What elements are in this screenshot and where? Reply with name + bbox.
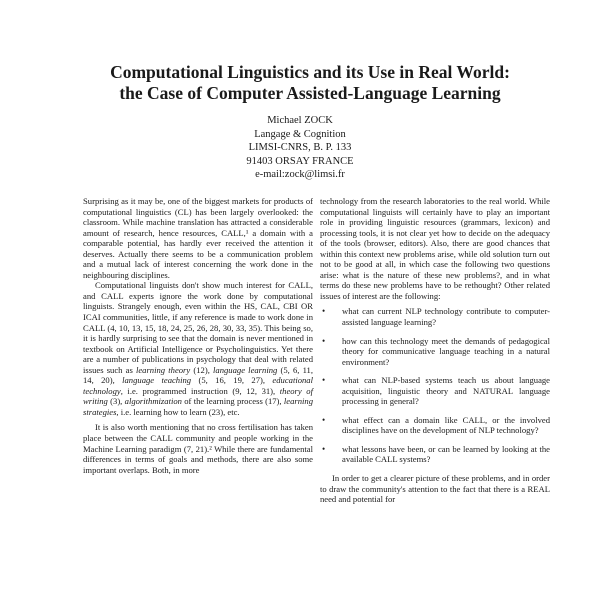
right-paragraph-2: In order to get a clearer picture of these problems, and in order to draw the community's attention to the fact that there is a REAL need and potential for [320, 473, 550, 505]
term-educational-technology: educational technology [83, 375, 313, 396]
p2-text-h: , i.e. learning how to learn (23), etc. [116, 406, 240, 417]
p2-text-c: (5, 6, 11, 14, 20), [83, 364, 313, 386]
bullet-icon: • [322, 375, 326, 386]
term-language-teaching: language teaching [122, 375, 192, 386]
title-line-2: the Case of Computer Assisted-Language Learning [119, 83, 501, 103]
p2-text-b: (12), [190, 364, 214, 375]
left-paragraph-2 [83, 280, 313, 417]
term-language-learning: language learning [213, 364, 278, 375]
list-item-text: what can NLP-based systems teach us about language acquisition, linguistic theory and NATURAL language processing in general? [342, 375, 550, 407]
term-learning-theory: learning theory [135, 364, 191, 375]
right-column [320, 196, 550, 505]
p2-text-d: (5, 16, 19, 27), [191, 375, 273, 386]
term-learning-strategies: learning strategies [83, 396, 313, 417]
p2-text-a: Computational linguists don't show much interest for CALL, and CALL experts ignore the work done by computational linguists. Strangely enough, even within the HS, CAL, CBI OR ICAI communities, little, if any reference is made to work done in CALL (4, 10, 13, 15, 18, 24, 25, 26, 28, 30, 33, 35). This being so, it is hardly surprising to see that the domain is never mentioned in textbook on Artificial Intelligence or Psycholinguistics. Yet there are a number of publications in psychology that deal with related issues such as [83, 280, 313, 375]
list-item [320, 415, 550, 436]
list-item-text: what lessons have been, or can be learned by looking at the available CALL systems? [342, 443, 550, 465]
bullet-icon: • [322, 306, 326, 317]
bullet-icon: • [322, 443, 326, 454]
author-block [180, 114, 420, 182]
right-paragraph-1: technology from the research laboratories to the real world. While computational linguists will certainly have to play an important role in providing linguistic resources (grammars, lexicon) and processing tools, it is not clear yet how to decide on the adequacy of the tools (browser, editors). Also, there are good chances that within this context new problems arise, while old solution turn out not to be good at all, in which case the following two questions arise: what is the nature of these new problems?, and in what terms do these new problems have to be rethought? Other related issues of interest are the following: [320, 196, 550, 301]
author-address: 91403 ORSAY FRANCE [246, 155, 354, 167]
bullet-icon: • [322, 335, 326, 346]
paper-title [60, 62, 560, 104]
bullet-icon: • [322, 414, 326, 425]
author-name: Michael ZOCK [267, 115, 333, 126]
p2-text-f: (3), [107, 396, 125, 407]
left-paragraph-1: Surprising as it may be, one of the biggest markets for products of computational linguistics (CL) has been largely overlooked: the classroom. While machine translation has attracted a considerable amount of research, hence resources, CALL,¹ a domain with a comparable potential, has hardly ever received the attention it deserves. Actually there seems to be a communication problem and a mutual lack of interest concerning the work done in the neighbouring disciplines. [83, 196, 313, 280]
question-list [320, 306, 550, 465]
author-institution: LIMSI-CNRS, B. P. 133 [248, 142, 352, 154]
term-theory-of-writing: theory of writing [83, 385, 313, 407]
left-column [83, 196, 313, 475]
list-item-text: what effect can a domain like CALL, or the involved disciplines have on the development of NLP technology? [342, 414, 550, 436]
list-item [320, 306, 550, 327]
author-email: e-mail:zock@limsi.fr [255, 169, 345, 181]
term-algorithmization: algorithmization [124, 396, 182, 407]
list-item-text: what can current NLP technology contribute to computer-assisted language learning? [342, 306, 550, 328]
p2-text-e: , i.e. programmed instruction (9, 12, 31), [120, 385, 280, 396]
list-item [320, 444, 550, 465]
title-line-1: Computational Linguistics and its Use in Real World: [110, 62, 510, 82]
list-item [320, 336, 550, 368]
author-affiliation: Langage & Cognition [254, 128, 346, 140]
list-item [320, 375, 550, 407]
p2-text-g: of the learning process (17), [181, 396, 284, 407]
list-item-text: how can this technology meet the demands of pedagogical theory for communicative language teaching in a natural environment? [342, 335, 550, 367]
left-paragraph-3: It is also worth mentioning that no cross fertilisation has taken place between the CALL community and people working in the Machine Learning paradigm (7, 21).² While there are fundamental differences in terms of goals and methods, there are also some important overlaps. Both, in more [83, 422, 313, 475]
